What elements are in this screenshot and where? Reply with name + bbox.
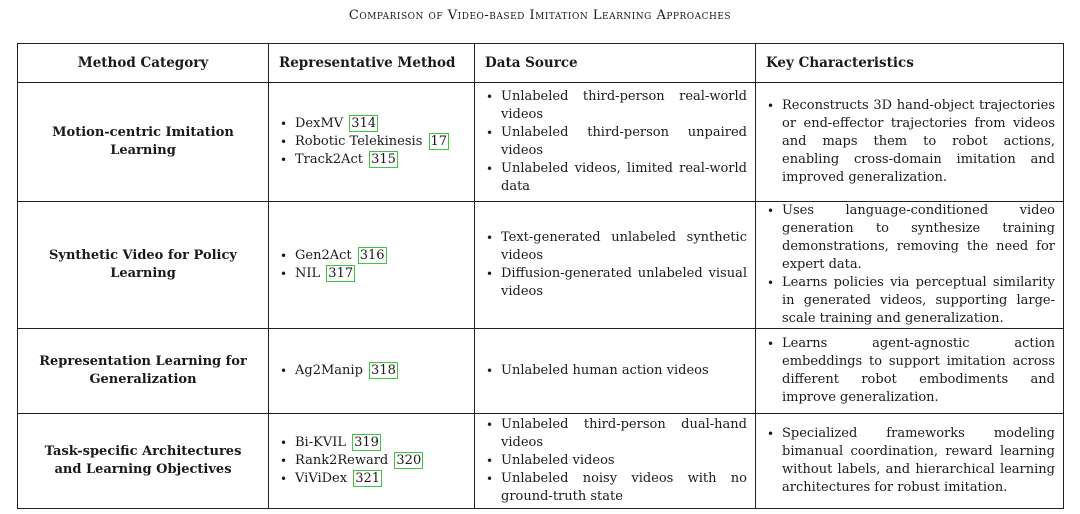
method-item: [295, 151, 466, 169]
header-key-characteristics: Key Characteristics: [756, 44, 1064, 83]
characteristics-list: [764, 97, 1055, 187]
method-name: Bi-KVIL: [295, 435, 346, 450]
method-item: [295, 133, 466, 151]
citation-link[interactable]: 321: [355, 471, 381, 486]
method-name: Rank2Reward: [295, 453, 389, 468]
methods-list: [277, 434, 466, 488]
method-item: [295, 362, 466, 380]
characteristics-list: [764, 425, 1055, 497]
category-cell: Representation Learning for Generalization: [18, 329, 269, 414]
characteristic-item: • Learns policies via perceptual similarity in generated videos, supporting large-scale training and generalization.: [782, 274, 1055, 328]
source-item: • Unlabeled noisy videos with no ground-truth state: [501, 470, 747, 506]
citation-link[interactable]: 316: [359, 248, 385, 263]
sources-cell: [475, 202, 756, 329]
source-item: • Text-generated unlabeled synthetic videos: [501, 229, 747, 265]
table-caption: Comparison of Video-based Imitation Learning Approaches: [348, 8, 732, 23]
characteristic-item: • Learns agent-agnostic action embeddings to support imitation across different robot embodiments and improve generalization.: [782, 335, 1055, 407]
methods-list: [277, 115, 466, 169]
category-cell: Motion-centric Imitation Learning: [18, 83, 269, 202]
source-item: • Unlabeled human action videos: [501, 362, 747, 380]
header-method-category: Method Category: [18, 44, 269, 83]
characteristics-cell: [756, 202, 1064, 329]
method-name: NIL: [295, 266, 321, 281]
method-item: [295, 434, 466, 452]
source-item: • Unlabeled third-person real-world videos: [501, 88, 747, 124]
method-item: [295, 247, 466, 265]
characteristics-list: [764, 202, 1055, 328]
characteristics-cell: [756, 83, 1064, 202]
methods-cell: [269, 83, 475, 202]
source-item: • Unlabeled third-person unpaired videos: [501, 124, 747, 160]
method-name: Robotic Telekinesis: [295, 134, 423, 149]
header-representative-method: Representative Method: [269, 44, 475, 83]
sources-cell: [475, 414, 756, 509]
table-row: [18, 414, 1064, 509]
method-item: [295, 115, 466, 133]
citation-link[interactable]: 319: [354, 435, 379, 450]
citation-link[interactable]: 17: [430, 134, 448, 149]
method-name: ViViDex: [295, 471, 348, 486]
sources-cell: [475, 83, 756, 202]
sources-list: [483, 416, 747, 506]
category-cell: Task-specific Architectures and Learning Objectives: [18, 414, 269, 509]
characteristic-item: • Reconstructs 3D hand-object trajectories or end-effector trajectories from videos and maps them to robot actions, enabling cross-domain imitation and improved generalization.: [782, 97, 1055, 187]
method-name: Track2Act: [295, 152, 363, 167]
table-row: [18, 83, 1064, 202]
method-item: [295, 265, 466, 283]
citation-link[interactable]: 315: [371, 152, 396, 167]
methods-list: [277, 247, 466, 283]
source-item: • Diffusion-generated unlabeled visual videos: [501, 265, 747, 301]
source-item: • Unlabeled videos: [501, 452, 747, 470]
citation-link[interactable]: 320: [396, 453, 422, 468]
characteristics-cell: [756, 329, 1064, 414]
table-row: [18, 202, 1064, 329]
methods-cell: [269, 329, 475, 414]
citation-link[interactable]: 314: [351, 116, 377, 131]
method-item: [295, 470, 466, 488]
method-name: Ag2Manip: [295, 363, 363, 378]
sources-list: [483, 88, 747, 196]
table-row: [18, 329, 1064, 414]
comparison-table: [17, 43, 1064, 509]
sources-cell: [475, 329, 756, 414]
method-item: [295, 452, 466, 470]
characteristic-item: • Uses language-conditioned video generation to synthesize training demonstrations, removing the need for expert data.: [782, 202, 1055, 274]
methods-cell: [269, 414, 475, 509]
method-name: DexMV: [295, 116, 344, 131]
characteristic-item: • Specialized frameworks modeling bimanual coordination, reward learning without labels, and hierarchical learning architectures for robust imitation.: [782, 425, 1055, 497]
citation-link[interactable]: 317: [328, 266, 354, 281]
sources-list: [483, 362, 747, 380]
methods-cell: [269, 202, 475, 329]
source-item: • Unlabeled videos, limited real-world data: [501, 160, 747, 196]
characteristics-cell: [756, 414, 1064, 509]
sources-list: [483, 229, 747, 301]
methods-list: [277, 362, 466, 380]
header-data-source: Data Source: [475, 44, 756, 83]
method-name: Gen2Act: [295, 248, 352, 263]
citation-link[interactable]: 318: [371, 363, 396, 378]
source-item: • Unlabeled third-person dual-hand videos: [501, 416, 747, 452]
category-cell: Synthetic Video for Policy Learning: [18, 202, 269, 329]
characteristics-list: [764, 335, 1055, 407]
header-row: [18, 44, 1064, 83]
